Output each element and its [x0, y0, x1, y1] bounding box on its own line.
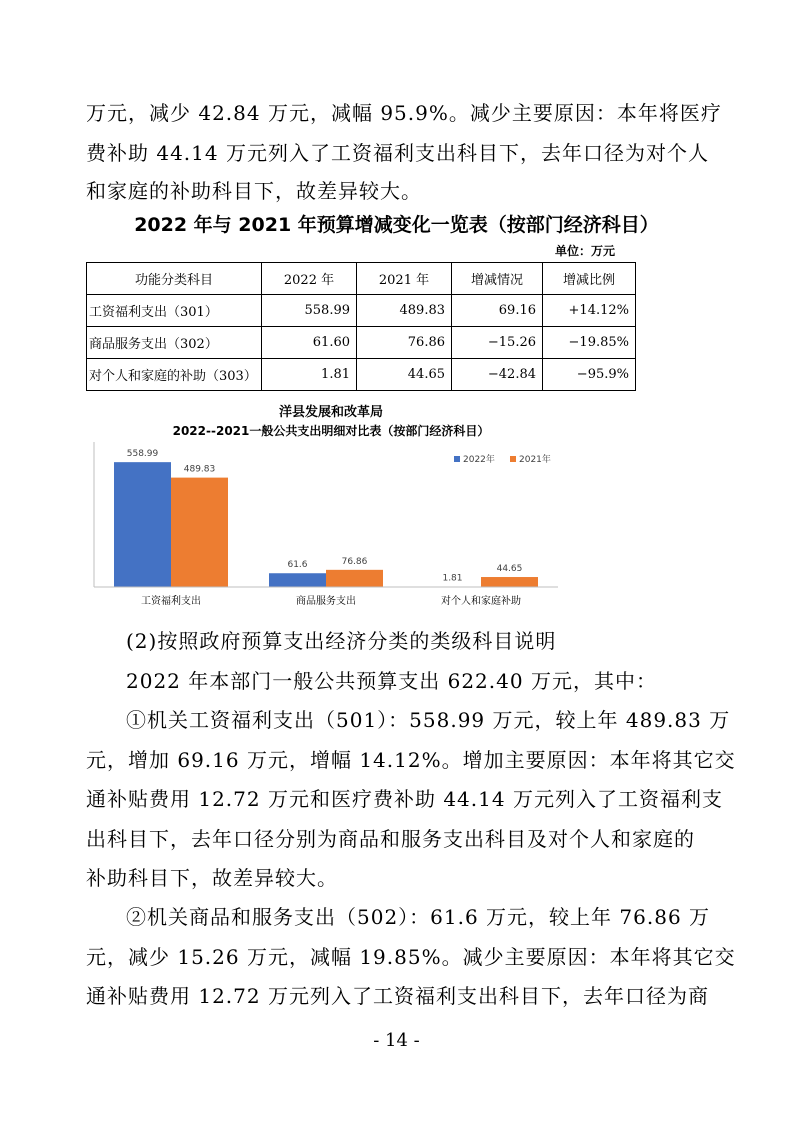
row-subject: 商品服务支出（302）: [87, 327, 262, 359]
table-row: [87, 295, 636, 327]
bar-2022-0: [114, 462, 171, 587]
body-line-3: ①机关工资福利支出（501）：558.99 万元，较上年 489.83 万: [126, 708, 731, 732]
category-label: 工资福利支出: [141, 596, 201, 607]
body-line-10: 通补贴费用 12.72 万元列入了工资福利支出科目下，去年口径为商: [86, 984, 709, 1008]
legend-label: 2022年: [463, 455, 495, 465]
legend-label: 2021年: [519, 455, 551, 465]
body-line-4: 元，增加 69.16 万元，增幅 14.12%。增加主要原因：本年将其它交: [86, 748, 736, 772]
legend-swatch: [510, 456, 516, 462]
body-line-8: ②机关商品和服务支出（502）：61.6 万元，较上年 76.86 万: [126, 905, 711, 929]
row-2021: 76.86: [357, 327, 452, 359]
intro-line-1: 万元，减少 42.84 万元，减幅 95.9%。减少主要原因：本年将医疗: [86, 101, 722, 125]
category-label: 商品服务支出: [296, 596, 356, 607]
section-heading: (2)按照政府预算支出经济分类的类级科目说明: [126, 629, 557, 653]
budget-table: [86, 262, 636, 391]
row-ratio: −95.9%: [543, 359, 636, 391]
bar-2022-1: [269, 573, 326, 587]
body-line-2: 2022 年本部门一般公共预算支出 622.40 万元，其中：: [126, 669, 657, 693]
bar-value-label: 558.99: [126, 449, 159, 460]
page-number: - 14 -: [373, 1030, 420, 1051]
header-2022: 2022 年: [262, 263, 357, 295]
body-line-9: 元，减少 15.26 万元，减幅 19.85%。减少主要原因：本年将其它交: [86, 945, 736, 969]
bar-value-label: 44.65: [496, 564, 523, 575]
row-2021: 489.83: [357, 295, 452, 327]
row-2022: 61.60: [262, 327, 357, 359]
chart-subtitle: 2022--2021一般公共支出明细对比表（按部门经济科目）: [172, 424, 490, 438]
header-2021: 2021 年: [357, 263, 452, 295]
bar-2021-1: [326, 570, 383, 587]
table-header-row: [87, 263, 636, 295]
chart-title: 洋县发展和改革局: [278, 405, 384, 420]
header-ratio: 增减比例: [543, 263, 636, 295]
table-row: [87, 359, 636, 391]
body-line-6: 出科目下，去年口径分别为商品和服务支出科目及对个人和家庭的: [86, 827, 695, 851]
row-ratio: +14.12%: [543, 295, 636, 327]
bar-2021-2: [481, 577, 538, 587]
bar-2021-0: [171, 478, 228, 587]
row-change: −15.26: [452, 327, 543, 359]
row-2021: 44.65: [357, 359, 452, 391]
row-2022: 558.99: [262, 295, 357, 327]
body-line-7: 补助科目下，故差异较大。: [86, 866, 338, 890]
body-line-5: 通补贴费用 12.72 万元和医疗费补助 44.14 万元列入了工资福利支: [86, 787, 723, 811]
expense-comparison-chart: [86, 398, 576, 620]
row-subject: 对个人和家庭的补助（303）: [87, 359, 262, 391]
bar-value-label: 61.6: [287, 560, 308, 571]
table-row: [87, 327, 636, 359]
bar-value-label: 489.83: [183, 464, 216, 475]
row-ratio: −19.85%: [543, 327, 636, 359]
row-change: −42.84: [452, 359, 543, 391]
header-subject: 功能分类科目: [87, 263, 262, 295]
table-title: 2022 年与 2021 年预算增减变化一览表（按部门经济科目）: [134, 214, 659, 236]
row-subject: 工资福利支出（301）: [87, 295, 262, 327]
category-label: 对个人和家庭补助: [441, 596, 521, 607]
chart-legend: [454, 453, 551, 465]
chart-bars: [114, 449, 538, 607]
intro-line-3: 和家庭的补助科目下，故差异较大。: [86, 179, 422, 203]
legend-swatch: [454, 456, 460, 462]
header-change: 增减情况: [452, 263, 543, 295]
row-2022: 1.81: [262, 359, 357, 391]
bar-value-label: 1.81: [442, 573, 463, 584]
table-unit: 单位：万元: [554, 244, 615, 258]
intro-line-2: 费补助 44.14 万元列入了工资福利支出科目下，去年口径为对个人: [86, 141, 709, 165]
row-change: 69.16: [452, 295, 543, 327]
bar-value-label: 76.86: [341, 556, 368, 567]
